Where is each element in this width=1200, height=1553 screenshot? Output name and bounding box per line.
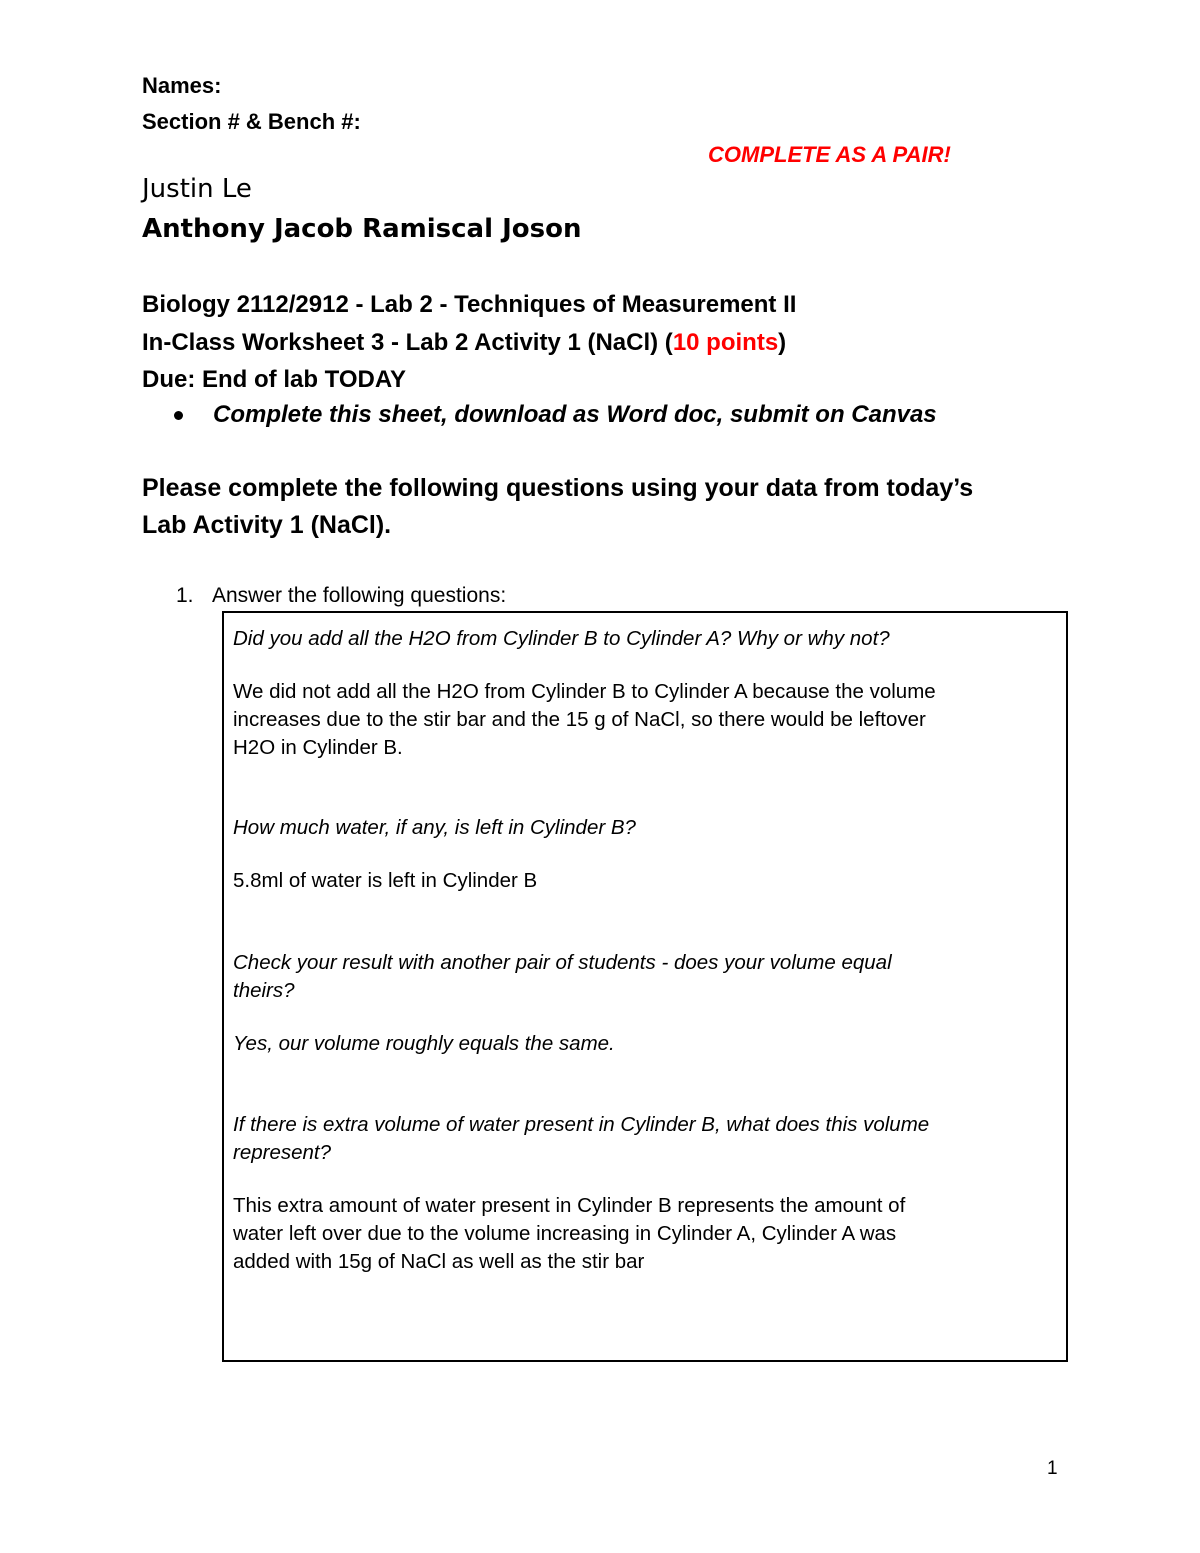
worksheet-title: [142, 329, 786, 357]
answer-1-line-3: H2O in Cylinder B.: [233, 736, 403, 759]
instructions-line-2: Lab Activity 1 (NaCl).: [142, 511, 392, 539]
question-2: How much water, if any, is left in Cylinder B?: [233, 816, 636, 839]
answer-3-line-1: Yes, our volume roughly equals the same.: [233, 1032, 615, 1055]
due-line: Due: End of lab TODAY: [142, 366, 407, 393]
student-name-2: Anthony Jacob Ramiscal Joson: [142, 214, 582, 244]
names-label: Names:: [142, 73, 222, 98]
student-name-1: Justin Le: [142, 174, 252, 204]
answer-4-line-3: added with 15g of NaCl as well as the stir bar: [233, 1250, 645, 1273]
worksheet-title-prefix: In-Class Worksheet 3 - Lab 2 Activity 1 (NaCl) (: [142, 329, 673, 356]
answer-1-line-2: increases due to the stir bar and the 15 g of NaCl, so there would be leftover: [233, 708, 926, 731]
page-number: 1: [1047, 1458, 1058, 1479]
question-1: Did you add all the H2O from Cylinder B to Cylinder A? Why or why not?: [233, 627, 890, 650]
pair-notice: COMPLETE AS A PAIR!: [708, 142, 951, 167]
answer-1-line-1: We did not add all the H2O from Cylinder B to Cylinder A because the volume: [233, 680, 936, 703]
answer-4-line-1: This extra amount of water present in Cylinder B represents the amount of: [233, 1194, 906, 1217]
question-3-line-1: Check your result with another pair of students - does your volume equal: [233, 951, 892, 974]
question-4-line-2: represent?: [233, 1141, 332, 1164]
worksheet-title-suffix: ): [778, 329, 787, 356]
answer-4-line-2: water left over due to the volume increasing in Cylinder A, Cylinder A was: [233, 1222, 897, 1245]
question-4-line-1: If there is extra volume of water present in Cylinder B, what does this volume: [233, 1113, 930, 1136]
points-value: 10 points: [672, 329, 779, 356]
answer-2-line-1: 5.8ml of water is left in Cylinder B: [233, 869, 538, 892]
question-label: Answer the following questions:: [212, 584, 507, 607]
instructions-line-1: Please complete the following questions using your data from today’s: [142, 474, 974, 502]
course-title: Biology 2112/2912 - Lab 2 - Techniques of Measurement II: [142, 291, 797, 318]
bullet-icon: [174, 411, 183, 420]
question-number: 1.: [176, 584, 194, 607]
section-bench-label: Section # & Bench #:: [142, 109, 361, 134]
question-3-line-2: theirs?: [233, 979, 295, 1002]
submission-instruction: Complete this sheet, download as Word doc, submit on Canvas: [213, 401, 937, 428]
